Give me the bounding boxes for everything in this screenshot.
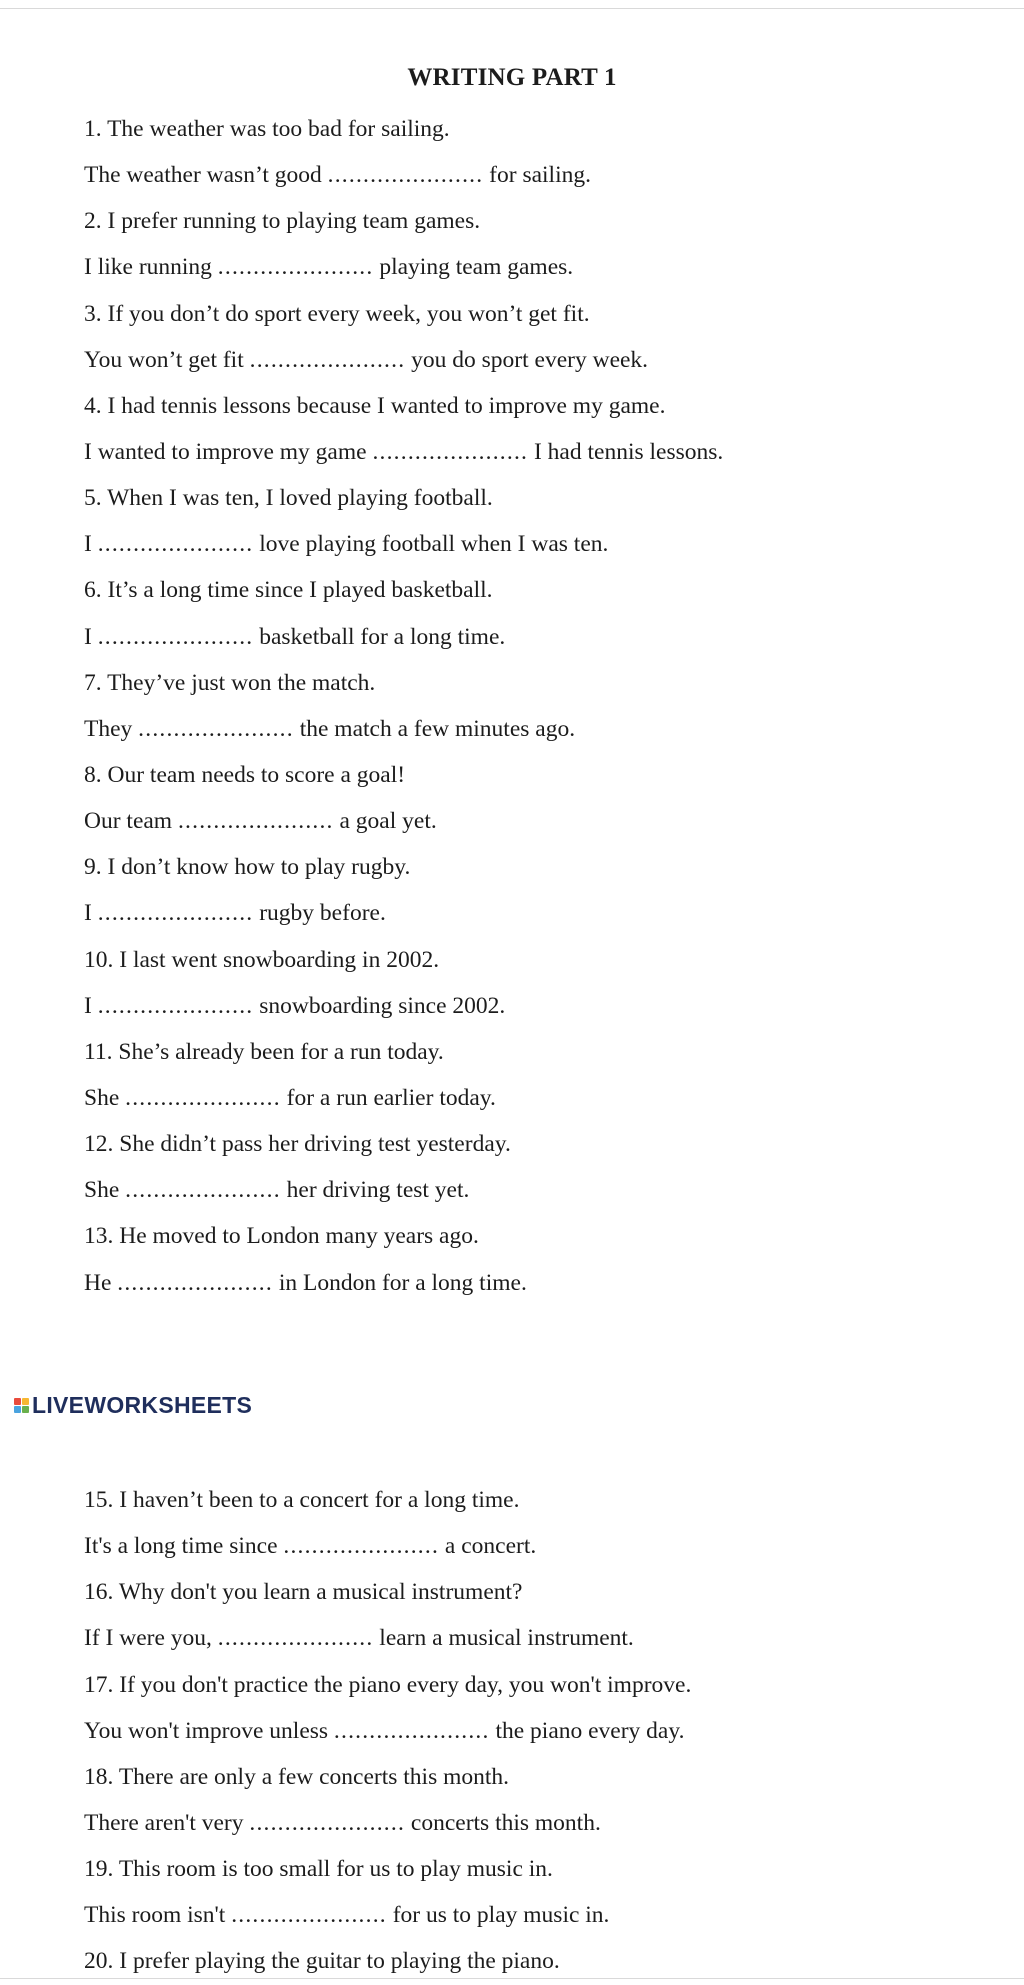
question-sentence: 18. There are only a few concerts this month. bbox=[84, 1763, 510, 1790]
logo-square-blue bbox=[14, 1406, 21, 1413]
answer-blank[interactable]: ...................... bbox=[327, 162, 484, 189]
answer-blank[interactable]: ...................... bbox=[217, 254, 374, 281]
answer-blank[interactable]: ...................... bbox=[125, 1177, 281, 1204]
answer-line bbox=[84, 1167, 723, 1213]
logo-square-yellow bbox=[22, 1398, 29, 1405]
answer-line bbox=[84, 244, 723, 290]
question-sentence: 13. He moved to London many years ago. bbox=[84, 1223, 479, 1250]
answer-line bbox=[84, 1615, 691, 1661]
answer-suffix: the match a few minutes ago. bbox=[293, 715, 576, 742]
answer-prefix: I bbox=[84, 623, 98, 650]
answer-prefix: You won’t get fit bbox=[84, 346, 250, 373]
question-sentence: 3. If you don’t do sport every week, you won’t get fit. bbox=[84, 300, 590, 327]
question-sentence: 10. I last went snowboarding in 2002. bbox=[84, 946, 440, 973]
question-sentence: 12. She didn’t pass her driving test yesterday. bbox=[84, 1131, 511, 1158]
question-sentence: 4. I had tennis lessons because I wanted to improve my game. bbox=[84, 392, 666, 419]
answer-prefix: This room isn't bbox=[84, 1902, 232, 1929]
answer-suffix: rugby before. bbox=[253, 900, 386, 927]
answer-prefix: If I were you, bbox=[84, 1625, 218, 1652]
question-sentence: 19. This room is too small for us to play music in. bbox=[84, 1856, 553, 1883]
answer-line bbox=[84, 152, 723, 198]
answer-prefix: I bbox=[84, 992, 98, 1019]
answer-suffix: the piano every day. bbox=[489, 1717, 685, 1744]
answer-prefix: I like running bbox=[84, 254, 218, 281]
bottom-divider bbox=[0, 1978, 1024, 1979]
answer-blank[interactable]: ...................... bbox=[283, 1533, 440, 1560]
exercise-list-part-b bbox=[84, 1477, 691, 1985]
answer-line bbox=[84, 706, 723, 752]
question-sentence: 8. Our team needs to score a goal! bbox=[84, 761, 406, 788]
answer-prefix: There aren't very bbox=[84, 1809, 250, 1836]
answer-prefix: She bbox=[84, 1177, 126, 1204]
liveworksheets-logo bbox=[14, 1390, 252, 1420]
answer-suffix: I had tennis lessons. bbox=[528, 438, 724, 465]
answer-suffix: for a run earlier today. bbox=[280, 1084, 496, 1111]
answer-line bbox=[84, 429, 723, 475]
answer-suffix: for sailing. bbox=[483, 162, 591, 189]
answer-line bbox=[84, 1892, 691, 1938]
answer-suffix: snowboarding since 2002. bbox=[253, 992, 506, 1019]
answer-suffix: concerts this month. bbox=[405, 1809, 601, 1836]
answer-prefix: It's a long time since bbox=[84, 1533, 284, 1560]
answer-suffix: basketball for a long time. bbox=[253, 623, 506, 650]
answer-prefix: I bbox=[84, 900, 98, 927]
question-sentence: 20. I prefer playing the guitar to playing the piano. bbox=[84, 1948, 560, 1975]
answer-prefix: He bbox=[84, 1269, 118, 1296]
answer-line bbox=[84, 1260, 723, 1306]
answer-blank[interactable]: ...................... bbox=[97, 900, 254, 927]
answer-suffix: in London for a long time. bbox=[272, 1269, 527, 1296]
answer-blank[interactable]: ...................... bbox=[333, 1717, 490, 1744]
question-sentence: 7. They’ve just won the match. bbox=[84, 669, 376, 696]
answer-line bbox=[84, 521, 723, 567]
answer-suffix: her driving test yet. bbox=[280, 1177, 470, 1204]
page-title: WRITING PART 1 bbox=[407, 64, 617, 91]
question-sentence: 2. I prefer running to playing team games. bbox=[84, 208, 481, 235]
answer-suffix: for us to play music in. bbox=[386, 1902, 610, 1929]
answer-line bbox=[84, 614, 723, 660]
top-divider bbox=[0, 8, 1024, 9]
answer-suffix: learn a musical instrument. bbox=[373, 1625, 634, 1652]
answer-line bbox=[84, 798, 723, 844]
answer-suffix: you do sport every week. bbox=[405, 346, 649, 373]
answer-blank[interactable]: ...................... bbox=[117, 1269, 273, 1296]
question-sentence: 16. Why don't you learn a musical instrument? bbox=[84, 1579, 523, 1606]
logo-text: LIVEWORKSHEETS bbox=[32, 1391, 253, 1418]
question-sentence: 9. I don’t know how to play rugby. bbox=[84, 854, 411, 881]
logo-square-red bbox=[14, 1398, 21, 1405]
answer-line bbox=[84, 890, 723, 936]
answer-prefix: Our team bbox=[84, 808, 178, 835]
answer-blank[interactable]: ...................... bbox=[372, 438, 529, 465]
answer-blank[interactable]: ...................... bbox=[97, 531, 254, 558]
answer-prefix: She bbox=[84, 1084, 126, 1111]
answer-prefix: I wanted to improve my game bbox=[84, 438, 373, 465]
answer-prefix: You won't improve unless bbox=[84, 1717, 334, 1744]
answer-blank[interactable]: ...................... bbox=[125, 1084, 281, 1111]
answer-suffix: playing team games. bbox=[373, 254, 574, 281]
answer-line bbox=[84, 1800, 691, 1846]
answer-suffix: love playing football when I was ten. bbox=[253, 531, 609, 558]
question-sentence: 1. The weather was too bad for sailing. bbox=[84, 116, 450, 142]
answer-blank[interactable]: ...................... bbox=[177, 808, 334, 835]
answer-prefix: I bbox=[84, 531, 98, 558]
answer-line bbox=[84, 1075, 723, 1121]
answer-line bbox=[84, 1708, 691, 1754]
question-sentence: 11. She’s already been for a run today. bbox=[84, 1038, 444, 1065]
answer-blank[interactable]: ...................... bbox=[97, 623, 254, 650]
answer-blank[interactable]: ...................... bbox=[97, 992, 254, 1019]
question-sentence: 6. It’s a long time since I played basketball. bbox=[84, 577, 493, 604]
logo-mark-icon bbox=[14, 1398, 29, 1413]
answer-line bbox=[84, 1523, 691, 1569]
answer-prefix: They bbox=[84, 715, 139, 742]
question-sentence: 17. If you don't practice the piano every day, you won't improve. bbox=[84, 1671, 692, 1698]
question-sentence: 5. When I was ten, I loved playing football. bbox=[84, 485, 493, 512]
answer-suffix: a goal yet. bbox=[333, 808, 437, 835]
answer-blank[interactable]: ...................... bbox=[138, 715, 294, 742]
question-sentence: 15. I haven’t been to a concert for a long time. bbox=[84, 1487, 520, 1513]
answer-blank[interactable]: ...................... bbox=[217, 1625, 374, 1652]
answer-prefix: The weather wasn’t good bbox=[84, 162, 328, 189]
logo-square-green bbox=[22, 1406, 29, 1413]
exercise-list-part-a bbox=[84, 106, 723, 1306]
answer-blank[interactable]: ...................... bbox=[231, 1902, 387, 1929]
answer-line bbox=[84, 337, 723, 383]
answer-blank[interactable]: ...................... bbox=[249, 1809, 406, 1836]
answer-line bbox=[84, 983, 723, 1029]
answer-blank[interactable]: ...................... bbox=[249, 346, 406, 373]
answer-suffix: a concert. bbox=[439, 1533, 537, 1560]
